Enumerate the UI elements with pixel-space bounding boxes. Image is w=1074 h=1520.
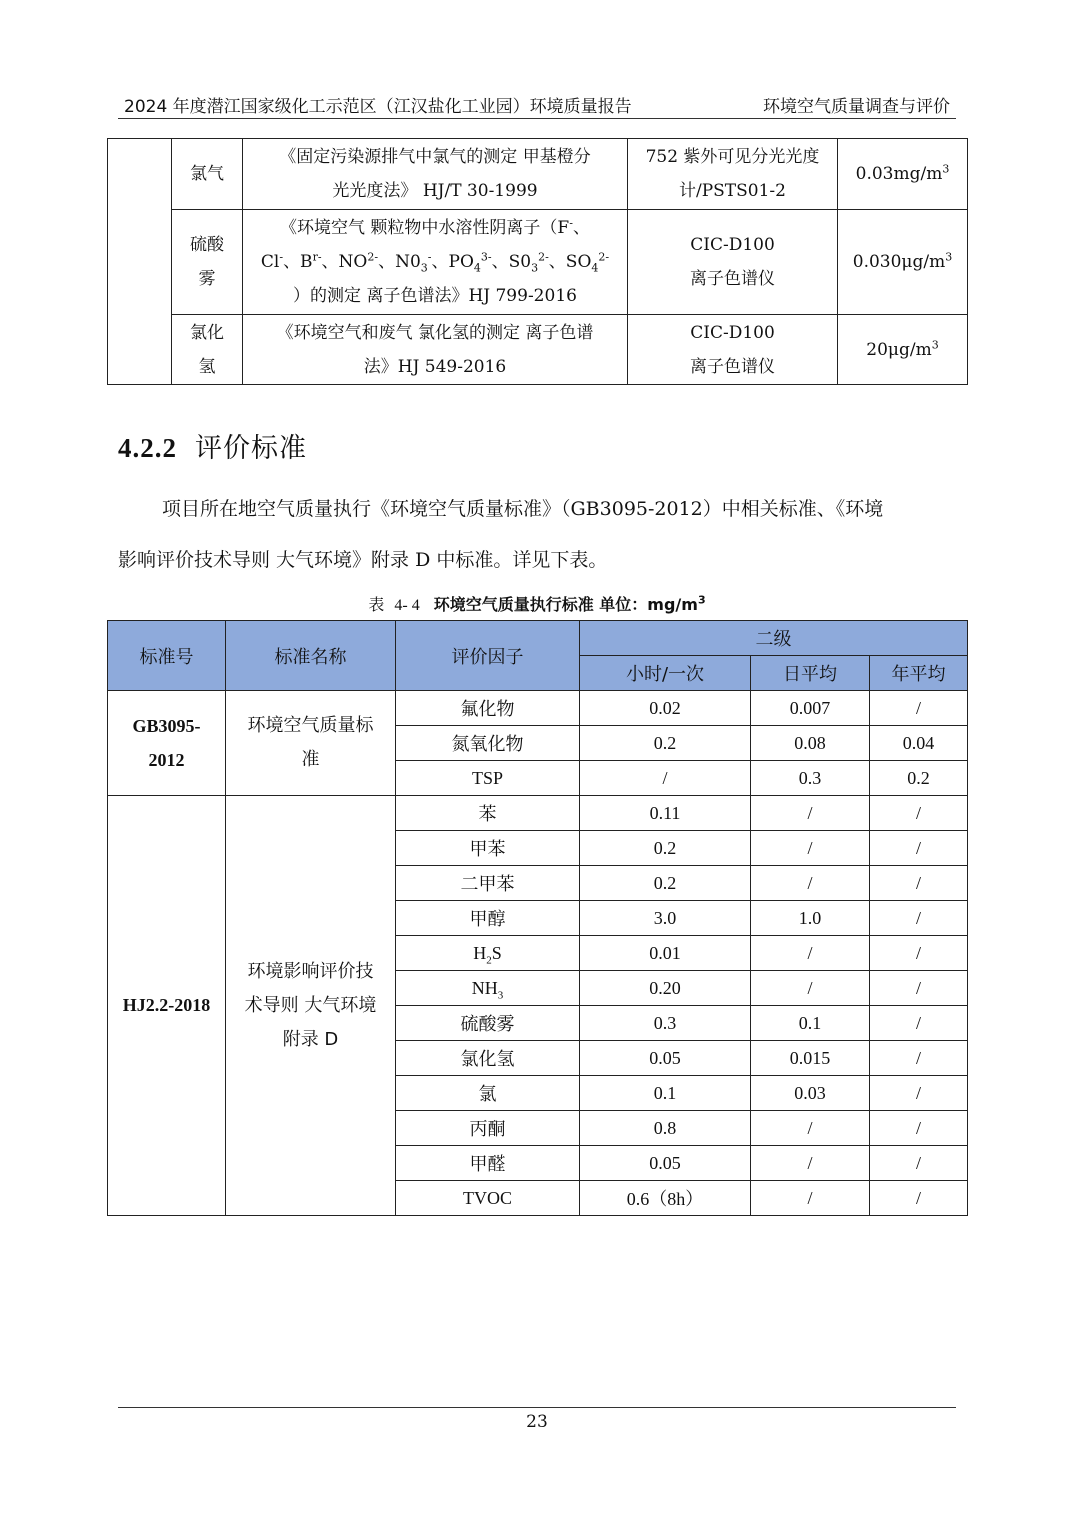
instrument-cell: CIC-D100 离子色谱仪: [628, 210, 838, 315]
table-caption: 表 4- 4 环境空气质量执行标准 单位：$mg/m^3$: [368, 593, 706, 614]
method-cell: 《环境空气 颗粒物中水溶性阴离子（F-、 Cl-、$B^{r-}$、$NO^{2-}$、$N0_3^-$、$PO_4^{3-}$、$S0_3^{2-}$、$SO_4^{2-}$ ）的测定 离子色谱法》HJ 799-2016: [243, 210, 628, 315]
header-daily: 日平均: [751, 656, 870, 691]
daily-cell: /: [751, 796, 870, 831]
header-standard-name: 标准名称: [226, 621, 396, 691]
annual-cell: /: [870, 1006, 968, 1041]
annual-cell: /: [870, 1041, 968, 1076]
annual-cell: /: [870, 1181, 968, 1216]
annual-cell: /: [870, 831, 968, 866]
hourly-cell: 0.05: [580, 1146, 751, 1181]
daily-cell: 0.08: [751, 726, 870, 761]
standard-code-cell: GB3095- 2012: [108, 691, 226, 796]
annual-cell: /: [870, 866, 968, 901]
paragraph-line: 影响评价技术导则 大气环境》附录 D 中标准。详见下表。: [118, 549, 608, 571]
table-row: [108, 139, 968, 210]
table-row: [108, 315, 968, 385]
annual-cell: /: [870, 901, 968, 936]
hourly-cell: 0.1: [580, 1076, 751, 1111]
section-title: 评价标准: [195, 433, 307, 464]
header-row: [108, 621, 968, 656]
section-heading: [118, 426, 307, 465]
factor-cell: 硫酸雾: [396, 1006, 580, 1041]
hourly-cell: 0.02: [580, 691, 751, 726]
factor-cell: TVOC: [396, 1181, 580, 1216]
running-header: [118, 92, 956, 119]
standard-code-cell: HJ2.2-2018: [108, 796, 226, 1216]
factor-cell: 氯化 氢: [172, 315, 243, 385]
daily-cell: /: [751, 936, 870, 971]
monitoring-method-table: [107, 138, 968, 385]
factor-cell: 丙酮: [396, 1111, 580, 1146]
daily-cell: 1.0: [751, 901, 870, 936]
hourly-cell: 0.2: [580, 866, 751, 901]
paragraph-line: 项目所在地空气质量执行《环境空气质量标准》（GB3095-2012）中相关标准、《环境: [162, 498, 884, 520]
factor-cell: 甲醇: [396, 901, 580, 936]
annual-cell: /: [870, 1146, 968, 1181]
header-standard-code: 标准号: [108, 621, 226, 691]
annual-cell: /: [870, 691, 968, 726]
air-quality-standards-table: [107, 620, 968, 1216]
factor-cell: 氟化物: [396, 691, 580, 726]
factor-cell: 苯: [396, 796, 580, 831]
section-number: 4.2.2: [118, 433, 177, 463]
hourly-cell: 0.2: [580, 831, 751, 866]
daily-cell: 0.007: [751, 691, 870, 726]
daily-cell: 0.03: [751, 1076, 870, 1111]
standard-name-cell: 环境空气质量标 准: [226, 691, 396, 796]
header-hourly: 小时/一次: [580, 656, 751, 691]
factor-cell: 甲醛: [396, 1146, 580, 1181]
daily-cell: 0.015: [751, 1041, 870, 1076]
detection-limit-cell: $20\mu g/m^3$: [838, 315, 968, 385]
daily-cell: /: [751, 831, 870, 866]
annual-cell: /: [870, 796, 968, 831]
header-grade: 二级: [580, 621, 968, 656]
hourly-cell: 0.3: [580, 1006, 751, 1041]
hourly-cell: 0.2: [580, 726, 751, 761]
hourly-cell: 0.8: [580, 1111, 751, 1146]
hourly-cell: 3.0: [580, 901, 751, 936]
annual-cell: 0.04: [870, 726, 968, 761]
header-report-title: 2024 年度潜江国家级化工示范区（江汉盐化工业园）环境质量报告: [124, 97, 632, 117]
table-row: [108, 796, 968, 831]
annual-cell: /: [870, 1111, 968, 1146]
hourly-cell: 0.05: [580, 1041, 751, 1076]
hourly-cell: 0.01: [580, 936, 751, 971]
instrument-cell: CIC-D100 离子色谱仪: [628, 315, 838, 385]
hourly-cell: 0.20: [580, 971, 751, 1006]
detection-limit-cell: $0.03mg/m^3$: [838, 139, 968, 210]
daily-cell: /: [751, 1146, 870, 1181]
header-chapter-title: 环境空气质量调查与评价: [763, 97, 950, 117]
daily-cell: /: [751, 1111, 870, 1146]
factor-cell: 硫酸 雾: [172, 210, 243, 315]
factor-cell: $H_2S$: [396, 936, 580, 971]
annual-cell: /: [870, 971, 968, 1006]
table-row: [108, 691, 968, 726]
detection-limit-cell: $0.030\mu g/m^3$: [838, 210, 968, 315]
factor-cell: 甲苯: [396, 831, 580, 866]
hourly-cell: 0.11: [580, 796, 751, 831]
annual-cell: 0.2: [870, 761, 968, 796]
daily-cell: /: [751, 1181, 870, 1216]
daily-cell: /: [751, 971, 870, 1006]
annual-cell: /: [870, 936, 968, 971]
page-number: 23: [526, 1412, 548, 1432]
method-cell: 《固定污染源排气中氯气的测定 甲基橙分 光光度法》 HJ/T 30-1999: [243, 139, 628, 210]
method-cell: 《环境空气和废气 氯化氢的测定 离子色谱 法》HJ 549-2016: [243, 315, 628, 385]
annual-cell: /: [870, 1076, 968, 1111]
daily-cell: 0.3: [751, 761, 870, 796]
daily-cell: 0.1: [751, 1006, 870, 1041]
instrument-cell: 752 紫外可见分光光度 计/PSTS01-2: [628, 139, 838, 210]
hourly-cell: 0.6（8h）: [580, 1181, 751, 1216]
header-annual: 年平均: [870, 656, 968, 691]
standard-name-cell: 环境影响评价技 术导则 大气环境 附录 D: [226, 796, 396, 1216]
factor-cell: 氮氧化物: [396, 726, 580, 761]
factor-cell: 二甲苯: [396, 866, 580, 901]
factor-cell: TSP: [396, 761, 580, 796]
table-row: [108, 210, 968, 315]
factor-cell: 氯: [396, 1076, 580, 1111]
factor-cell: $NH_3$: [396, 971, 580, 1006]
category-cell: [108, 139, 172, 385]
footer-divider: [118, 1407, 956, 1408]
factor-cell: 氯化氢: [396, 1041, 580, 1076]
hourly-cell: /: [580, 761, 751, 796]
header-factor: 评价因子: [396, 621, 580, 691]
daily-cell: /: [751, 866, 870, 901]
factor-cell: 氯气: [172, 139, 243, 210]
